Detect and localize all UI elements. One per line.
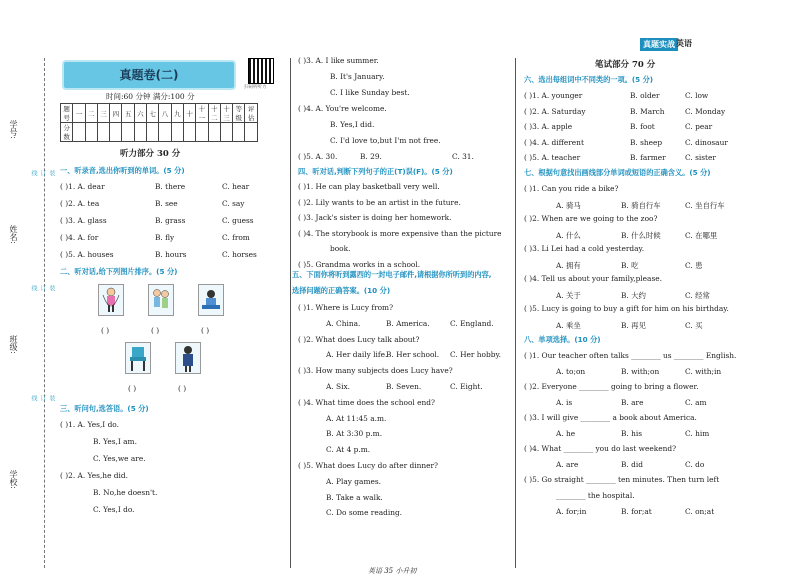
score-header-cell: 评估 [245, 104, 257, 123]
question-item[interactable]: ( )3. Li Lei had a cold yesterday. [524, 244, 645, 253]
option-c: C. Her hobby. [450, 350, 502, 360]
option-b: B. grass [155, 216, 186, 225]
qr-code[interactable] [248, 58, 274, 84]
score-header-cell: 等级 [233, 104, 245, 123]
question-item[interactable]: ( )2. When are we going to the zoo? [524, 214, 658, 223]
option-c: C. Eight. [450, 382, 483, 391]
question-item[interactable]: ( )2. What does Lucy talk about? [298, 334, 420, 344]
answer-line: C. Yes,we are. [93, 454, 146, 463]
option-c: C. Monday [685, 106, 726, 116]
binding-line [44, 58, 45, 568]
option-b: B. are [621, 398, 644, 407]
option-c: C. from [222, 233, 250, 242]
option-a: A. to;on [556, 367, 586, 376]
answer-line: C. Yes,I do. [93, 505, 135, 514]
option-c: C. pear [685, 122, 713, 131]
question-item[interactable]: ( )3. How many subjects does Lucy have? [298, 366, 453, 376]
score-header-cell: 十二 [208, 104, 220, 123]
question-item[interactable]: ( )4. A. for [60, 233, 99, 242]
score-input-cell[interactable] [196, 123, 208, 142]
answer-line: B. 29. [360, 152, 382, 161]
section-6-title: 六、选出每组词中不同类的一项。(5 分) [524, 75, 654, 84]
picture-chair [125, 342, 151, 374]
student-number-label: 学号: [9, 120, 18, 139]
option-c: C. sister [685, 153, 716, 162]
score-header-cell: 二 [85, 104, 97, 123]
order-blank-4[interactable]: ( ) [128, 384, 137, 393]
question-item[interactable]: ( )3. I will give ________ a book about America. [524, 413, 697, 422]
option-b: B. 什么时候 [621, 231, 661, 240]
option-b: B. 骑自行车 [621, 201, 661, 210]
column-divider [290, 58, 291, 568]
exam-meta: 时间:60 分钟 满分:100 分 [106, 92, 195, 101]
column-divider [515, 58, 516, 568]
option-b: B. March [630, 106, 665, 116]
binding-mark: 装订线 [30, 285, 55, 291]
question-item[interactable]: ( )5. Go straight ________ ten minutes. Then turn left [524, 475, 720, 484]
header-subject: 英语 [676, 39, 692, 48]
option-b: B. fly [155, 233, 175, 242]
answer-line[interactable]: ( )5. A. 30. [298, 152, 338, 161]
option-c: C. dinosaur [685, 137, 728, 147]
score-header-cell: 四 [110, 104, 122, 123]
question-item[interactable]: ( )3. A. glass [60, 216, 107, 225]
score-input-cell[interactable] [73, 123, 85, 142]
option-b: B. older [630, 91, 660, 100]
option-b: B. see [155, 199, 178, 208]
answer-line[interactable]: ( )4. A. You're welcome. [298, 104, 387, 113]
option-b: B. with;on [621, 367, 660, 376]
section-4-title: 四、听对话,判断下列句子的正(T)误(F)。(5 分) [298, 167, 453, 176]
option-c: C. low [685, 91, 709, 100]
section-2-title: 二、听对话,给下列图片排序。(5 分) [60, 267, 178, 276]
option-a: A. 拥有 [556, 261, 581, 270]
answer-line: B. It's January. [330, 72, 385, 81]
question-item[interactable]: ( )2. Everyone ________ going to bring a flower. [524, 382, 699, 391]
answer-line: B. Yes,I am. [93, 437, 137, 446]
statement-line[interactable]: ( )5. Grandma works in a school. [298, 259, 421, 269]
binding-mark: 装订线 [30, 170, 55, 176]
score-input-cell[interactable] [147, 123, 159, 142]
question-item[interactable]: ( )4. What ________ you do last weekend? [524, 444, 677, 453]
class-label: 班级: [9, 335, 18, 354]
option-b: B. Her school. [386, 350, 440, 360]
score-label-cell: 分数 [61, 123, 73, 142]
question-item[interactable]: ( )1. Our teacher often talks ________ us ________ English. [524, 351, 737, 360]
statement-line: book. [330, 244, 351, 253]
score-header-cell: 题号 [61, 104, 73, 123]
picture-boy-at-desk [198, 284, 224, 316]
page-footer: 英语 35 小升初 [368, 567, 417, 575]
question-item[interactable]: ( )2. A. tea [60, 199, 100, 208]
option-b: B. 大约 [621, 291, 646, 300]
question-item[interactable]: ( )4. A. different [524, 137, 584, 147]
question-item[interactable]: ( )5. A. teacher [524, 153, 581, 162]
section-5-title-cont: 选择问题的正确答案。(10 分) [292, 286, 391, 295]
option-b: B. did [621, 460, 643, 469]
question-item[interactable]: ( )4. What time does the school end? [298, 397, 435, 407]
question-item[interactable]: ( )5. A. houses [60, 250, 114, 259]
option-b: B. for;at [621, 507, 652, 516]
option-c: C. 买 [685, 321, 703, 330]
option-b: B. there [155, 182, 186, 191]
answer-line: C. I'd love to,but I'm not free. [330, 136, 441, 145]
order-blank-3[interactable]: ( ) [201, 326, 210, 335]
section-3-title: 三、听问句,选答语。(5 分) [60, 404, 149, 413]
answer-line[interactable]: ( )2. A. Yes,he did. [60, 471, 128, 480]
question-item[interactable]: ( )4. Tell us about your family,please. [524, 274, 662, 283]
section-1-title: 一、听录音,选出你听到的单词。(5 分) [60, 166, 185, 175]
picture-girls-talking [148, 284, 174, 316]
option-c: C. say [222, 199, 245, 208]
option-c: C. hear [222, 182, 250, 191]
binding-mark: 装订线 [30, 395, 55, 401]
order-blank-5[interactable]: ( ) [178, 384, 187, 393]
option-c: C. do [685, 460, 705, 469]
option-b: B. 吃 [621, 261, 639, 270]
student-name-label: 姓名: [9, 225, 18, 244]
option-a: A. he [556, 429, 576, 438]
option-c: C. 坐自行车 [685, 201, 725, 210]
option-a: A. is [556, 398, 573, 407]
section-8-title: 八、单项选择。(10 分) [524, 335, 601, 344]
option-c: C. with;in [685, 367, 722, 376]
statement-line[interactable]: ( )3. Jack's sister is doing her homework. [298, 213, 452, 222]
qr-caption: 扫码听听力 [244, 85, 267, 90]
score-input-cell[interactable] [245, 123, 257, 142]
statement-line[interactable]: ( )4. The storybook is more expensive than the picture [298, 228, 502, 238]
option-a: A. Her daily life. [326, 350, 388, 360]
score-input-cell[interactable] [171, 123, 183, 142]
score-header-cell: 一 [73, 104, 85, 123]
question-item[interactable]: ( )1. A. dear [60, 182, 105, 191]
score-header-cell: 九 [171, 104, 183, 123]
order-blank-1[interactable]: ( ) [101, 326, 110, 335]
writing-part-title: 笔试部分 70 分 [595, 60, 656, 70]
question-item[interactable]: ( )1. A. younger [524, 91, 583, 100]
score-header-cell: 十 [183, 104, 195, 123]
option-b: B. hours [155, 250, 187, 259]
option: B. Take a walk. [326, 492, 383, 502]
option-c: C. 经常 [685, 291, 710, 300]
score-header-cell: 六 [134, 104, 146, 123]
header-badge: 真题实战 [640, 38, 678, 51]
score-header-cell: 八 [159, 104, 171, 123]
score-header-cell: 三 [97, 104, 109, 123]
score-header-cell: 十一 [196, 104, 208, 123]
listening-part-title: 听力部分 30 分 [120, 149, 181, 159]
option: B. At 3:30 p.m. [326, 429, 383, 439]
picture-man-in-suit [175, 342, 201, 374]
option-a: A. 骑马 [556, 201, 581, 210]
option-a: A. 什么 [556, 231, 581, 240]
score-input-cell[interactable] [233, 123, 245, 142]
option-a: A. Six. [326, 382, 350, 391]
option-b: B. sheep [630, 137, 663, 147]
option-b: B. his [621, 429, 643, 438]
answer-line[interactable]: ( )3. A. I like summer. [298, 56, 379, 65]
option-a: A. 乘坐 [556, 321, 581, 330]
score-table [60, 103, 258, 142]
score-input-cell[interactable] [159, 123, 171, 142]
score-input-cell[interactable] [183, 123, 195, 142]
school-label: 学校: [9, 470, 18, 489]
question-item[interactable]: ( )3. A. apple [524, 122, 573, 131]
option-a: A. for;in [556, 507, 587, 516]
option-c: C. 在哪里 [685, 231, 718, 240]
score-header-cell: 七 [147, 104, 159, 123]
answer-line[interactable]: ( )1. A. Yes,I do. [60, 420, 119, 429]
option-a: A. China. [326, 318, 361, 328]
answer-line: B. No,he doesn't. [93, 488, 158, 497]
score-input-cell[interactable] [110, 123, 122, 142]
option-a: A. 关于 [556, 291, 581, 300]
option-c: C. on;at [685, 507, 715, 516]
score-input-cell[interactable] [85, 123, 97, 142]
score-header-cell: 十三 [220, 104, 232, 123]
option-b: B. foot [630, 122, 655, 131]
statement-line[interactable]: ( )2. Lily wants to be an artist in the future. [298, 197, 461, 207]
option-c: C. am [685, 398, 707, 407]
score-input-cell[interactable] [220, 123, 232, 142]
score-input-cell[interactable] [208, 123, 220, 142]
option: A. At 11:45 a.m. [326, 413, 387, 423]
option: C. At 4 p.m. [326, 445, 371, 455]
score-input-cell[interactable] [97, 123, 109, 142]
question-item[interactable]: ( )5. What does Lucy do after dinner? [298, 461, 439, 470]
option-b: B. farmer [630, 153, 666, 162]
section-5-title: 五、下面你将听到露西的一封电子邮件,请根据你所听到的内容, [292, 270, 492, 279]
exam-title: 真题卷(二) [62, 60, 236, 90]
question-item[interactable]: ( )5. Lucy is going to buy a gift for him on his birthday. [524, 304, 729, 313]
score-input-cell[interactable] [122, 123, 134, 142]
question-item[interactable]: ( )1. Can you ride a bike? [524, 184, 619, 193]
option-c: C. 患 [685, 261, 703, 270]
answer-line: B. Yes,I did. [330, 120, 375, 129]
statement-line[interactable]: ( )1. He can play basketball very well. [298, 182, 440, 191]
picture-girl-skipping [98, 284, 124, 316]
question-item[interactable]: ( )1. Where is Lucy from? [298, 303, 394, 312]
question-item-cont: ________ the hospital. [556, 491, 635, 500]
option-c: C. England. [450, 318, 494, 328]
option-a: A. are [556, 460, 579, 469]
option-c: C. him [685, 429, 710, 438]
option: A. Play games. [326, 476, 381, 486]
option-b: B. America. [386, 318, 430, 328]
question-item[interactable]: ( )2. A. Saturday [524, 106, 586, 116]
answer-line: C. I like Sunday best. [330, 88, 410, 97]
answer-line: C. 31. [452, 152, 474, 161]
option-b: B. Seven. [386, 382, 422, 391]
score-header-cell: 五 [122, 104, 134, 123]
option: C. Do some reading. [326, 508, 403, 518]
section-7-title: 七、根据句意找出画线部分单词或短语的正确含义。(5 分) [524, 168, 711, 177]
option-c: C. guess [222, 216, 254, 225]
option-b: B. 再见 [621, 321, 646, 330]
order-blank-2[interactable]: ( ) [151, 326, 160, 335]
option-c: C. horses [222, 250, 257, 259]
score-input-cell[interactable] [134, 123, 146, 142]
